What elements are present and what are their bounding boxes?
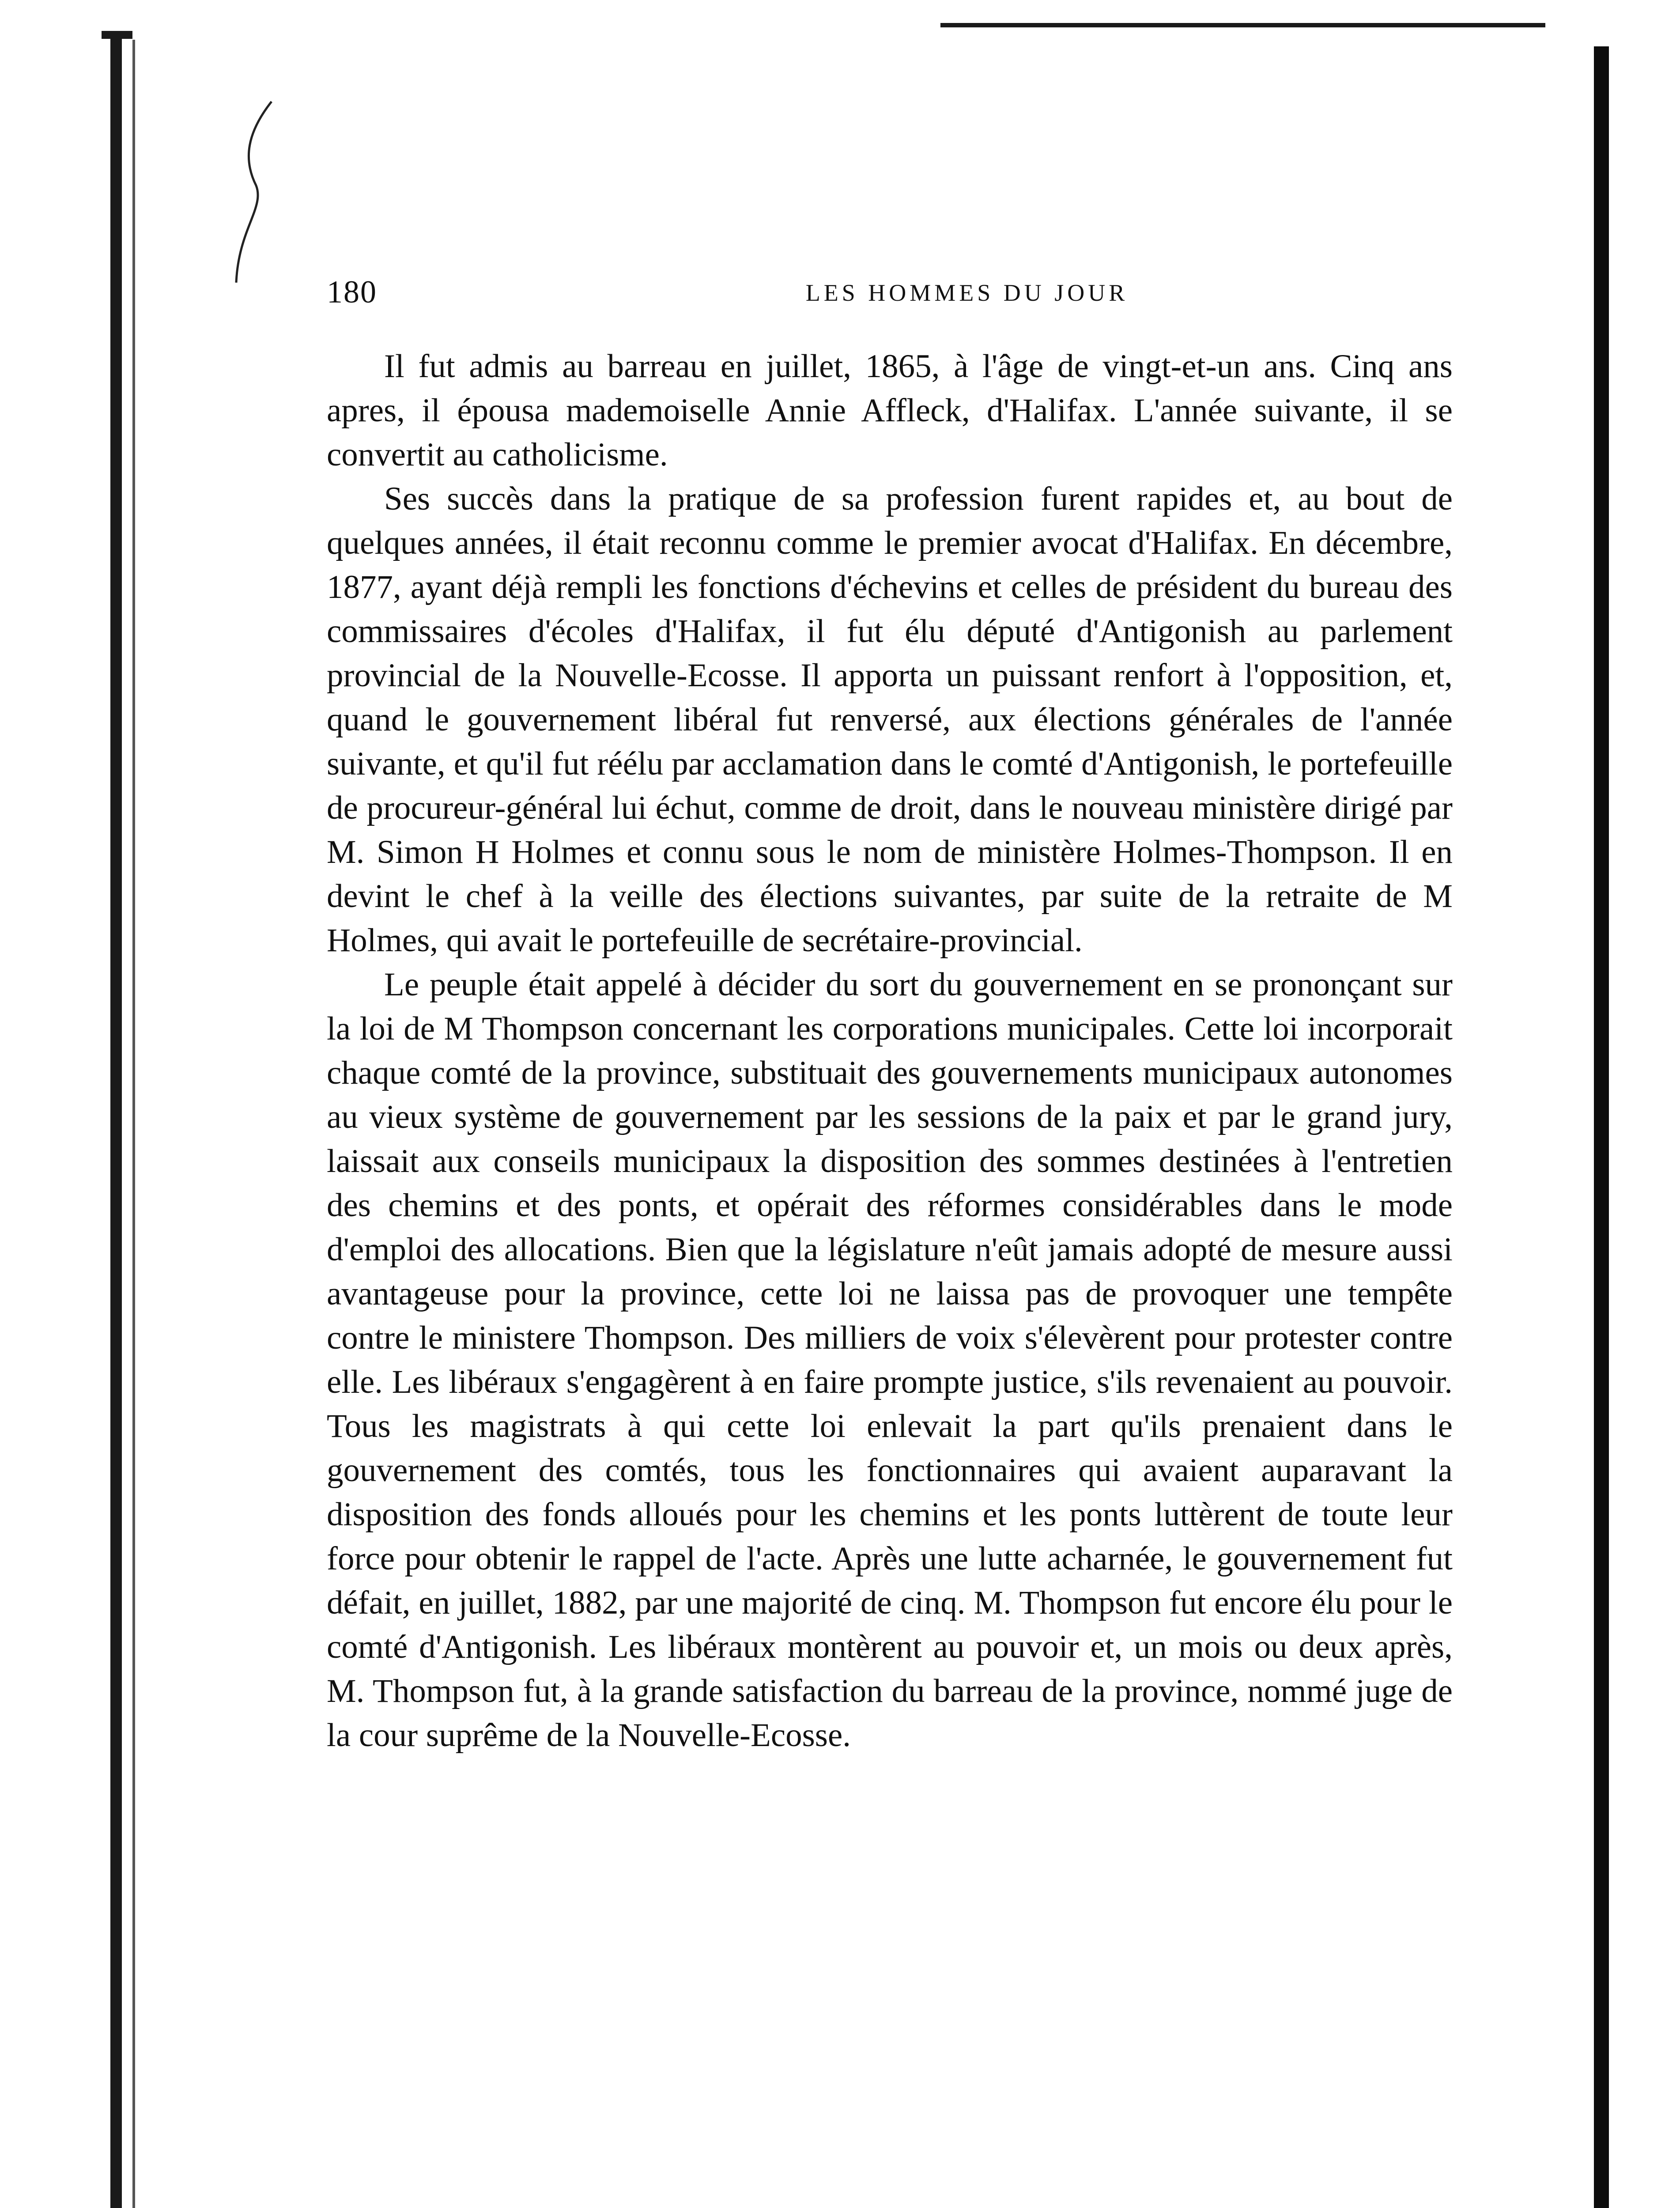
- body-text: [327, 344, 1453, 1758]
- running-head: [327, 269, 1528, 318]
- pencil-mark: [230, 97, 278, 287]
- binding-shadow: [132, 40, 135, 2208]
- paragraph-3: Le peuple était appelé à décider du sort du gouvernement en se prononçant sur la loi de M Thompson concernant les corporations municipales. Cette loi incorporait chaque comté de la province, substituait des gouvernements municipaux autonomes au vieux système de gouvernement par les sessions de la paix et par le grand jury, laissait aux conseils municipaux la disposition des sommes destinées à l'entretien des chemins et des ponts, et opérait des réformes considérables dans le mode d'emploi des allocations. Bien que la législature n'eût jamais adopté de mesure aussi avantageuse pour la province, cette loi ne laissa pas de provoquer une tempête contre le ministere Thompson. Des milliers de voix s'élevèrent pour protester contre elle. Les libéraux s'engagèrent à en faire prompte justice, s'ils revenaient au pouvoir. Tous les magistrats à qui cette loi enlevait la part qu'ils prenaient dans le gouvernement des comtés, tous les fonctionnaires qui avaient auparavant la disposition des fonds alloués pour les chemins et les ponts luttèrent de toute leur force pour obtenir le rappel de l'acte. Après une lutte acharnée, le gouvernement fut défait, en juillet, 1882, par une majorité de cinq. M. Thompson fut encore élu pour le comté d'Antigonish. Les libéraux montèrent au pouvoir et, un mois ou deux après, M. Thompson fut, à la grande satisfaction du barreau de la province, nommé juge de la cour suprême de la Nouvelle-Ecosse.: [327, 966, 1453, 1754]
- binding-edge: [110, 31, 122, 2208]
- right-border-bar: [1594, 46, 1609, 2208]
- running-title: LES HOMMES DU JOUR: [805, 280, 1129, 306]
- paragraph-1: Il fut admis au barreau en juillet, 1865, à l'âge de vingt-et-un ans. Cinq ans apres, il épousa mademoiselle Annie Affleck, d'Halifax. L'année suivante, il se convertit au catholicisme.: [327, 348, 1453, 473]
- top-border-line: [940, 23, 1545, 27]
- page-number: 180: [327, 274, 377, 310]
- paragraph-2: Ses succès dans la pratique de sa profession furent rapides et, au bout de quelques années, il était reconnu comme le premier avocat d'Halifax. En décembre, 1877, ayant déjà rempli les fonctions d'échevins et celles de président du bureau des commissaires d'écoles d'Halifax, il fut élu député d'Antigonish au parlement provincial de la Nouvelle-Ecosse. Il apporta un puissant renfort à l'opposition, et, quand le gouvernement libéral fut renversé, aux élections générales de l'année suivante, et qu'il fut réélu par acclamation dans le comté d'Antigonish, le portefeuille de procureur-général lui échut, comme de droit, dans le nouveau ministère dirigé par M. Simon H Holmes et connu sous le nom de ministère Holmes-Thompson. Il en devint le chef à la veille des élections suivantes, par suite de la retraite de M Holmes, qui avait le portefeuille de secrétaire-provincial.: [327, 480, 1453, 959]
